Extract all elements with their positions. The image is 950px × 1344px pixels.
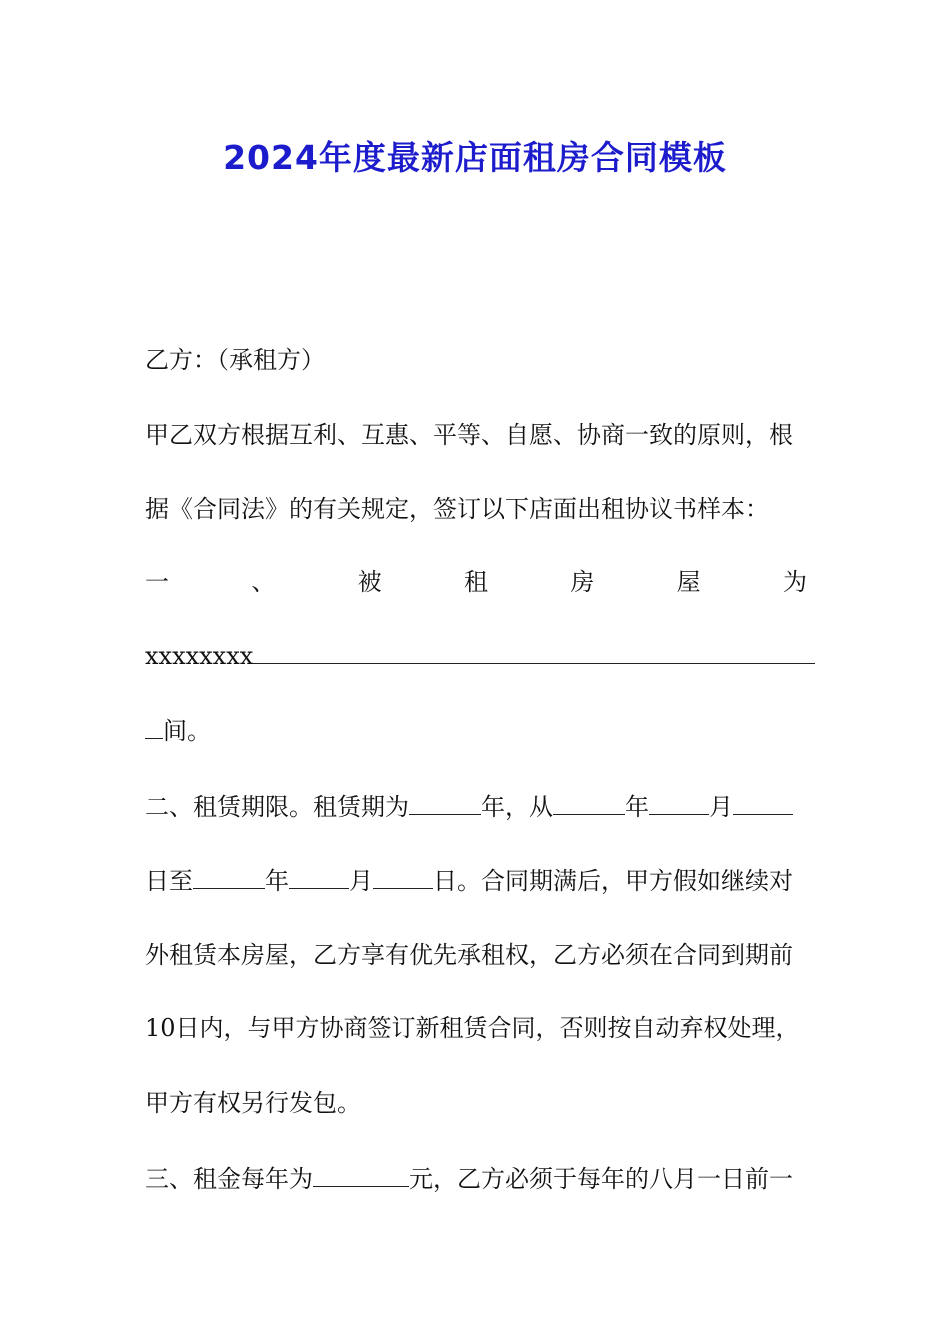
end-year-blank [193, 866, 265, 889]
clause-1-line-3 [145, 716, 807, 746]
clause-2-line-3: 外租赁本房屋，乙方享有优先承租权，乙方必须在合同到期前 [145, 941, 793, 969]
clause-2-text: 月 [349, 867, 373, 895]
clause-1-word: 为 [782, 568, 807, 596]
clause-2-line-1 [145, 792, 807, 822]
start-year-blank [553, 792, 625, 815]
clause-2-text: 年，从 [481, 793, 553, 821]
intro-line-2: 据《合同法》的有关规定，签订以下店面出租协议书样本： [145, 495, 769, 523]
intro-line-1: 甲乙双方根据互利、互惠、平等、自愿、协商一致的原则，根 [145, 421, 793, 449]
clause-2-text: 月 [709, 793, 733, 821]
clause-1-word: 被 [357, 568, 382, 596]
end-month-blank [289, 866, 349, 889]
room-count-blank [145, 716, 163, 739]
address-blank [253, 641, 815, 664]
party-b-line: 乙方：（承租方） [145, 346, 325, 374]
annual-rent-blank [313, 1164, 409, 1187]
address-placeholder: xxxxxxxx [145, 642, 254, 670]
clause-1-word: 屋 [676, 568, 701, 596]
clause-1-word: 房 [570, 568, 595, 596]
clause-3-text: 元，乙方必须于每年的八月一日前一 [409, 1165, 793, 1193]
start-day-blank [733, 792, 793, 815]
clause-2-line-4: 10日内，与甲方协商签订新租赁合同，否则按自动弃权处理， [145, 1014, 800, 1042]
lease-years-blank [409, 792, 481, 815]
clause-2-text: 日至 [145, 867, 193, 895]
end-day-blank [373, 866, 433, 889]
clause-2-text: 二、租赁期限。租赁期为 [145, 793, 409, 821]
clause-1-line-1 [145, 567, 807, 597]
document-title: 2024年度最新店面租房合同模板 [223, 138, 727, 177]
clause-2-text: 日。合同期满后，甲方假如继续对 [433, 867, 793, 895]
clause-2-text: 年 [265, 867, 289, 895]
clause-2-text: 年 [625, 793, 649, 821]
clause-2-line-2 [145, 866, 807, 896]
clause-2-line-5: 甲方有权另行发包。 [145, 1089, 361, 1117]
clause-1-word: 一 [145, 568, 169, 596]
start-month-blank [649, 792, 709, 815]
clause-1-word: 租 [463, 568, 488, 596]
clause-1-word: 、 [251, 568, 276, 596]
clause-1-tail: 间。 [163, 717, 211, 745]
clause-1-line-2 [145, 641, 807, 671]
clause-3-text: 三、租金每年为 [145, 1165, 313, 1193]
clause-3-line-1 [145, 1164, 807, 1194]
